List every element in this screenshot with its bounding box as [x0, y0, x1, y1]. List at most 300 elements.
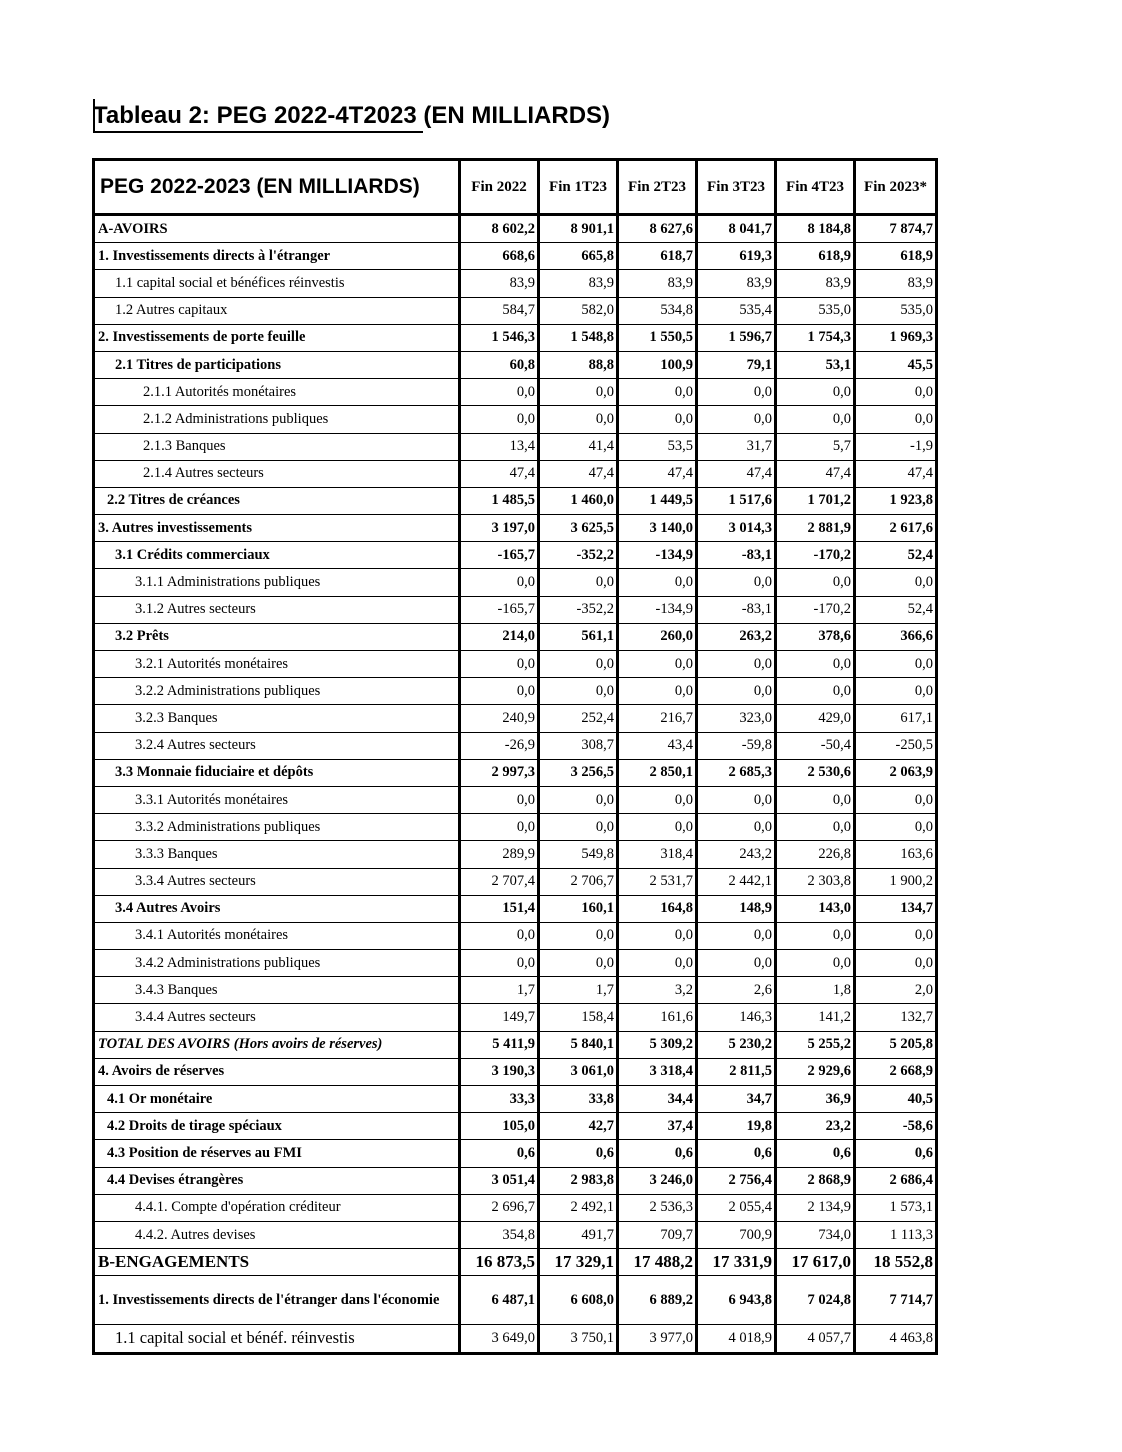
cell-value: 0,0 [539, 922, 618, 949]
cell-value: -1,9 [855, 433, 937, 460]
table-row [94, 651, 937, 678]
cell-value: 6 889,2 [618, 1276, 697, 1325]
cell-value: 0,0 [460, 651, 539, 678]
cell-value: 1 113,3 [855, 1221, 937, 1248]
cell-value: -165,7 [460, 596, 539, 623]
cell-value: 0,0 [697, 950, 776, 977]
column-header: Fin 2023* [855, 160, 937, 215]
cell-value: 158,4 [539, 1004, 618, 1031]
cell-value: 83,9 [539, 270, 618, 297]
row-label: 2.1.4 Autres secteurs [94, 460, 460, 487]
row-label: 3.3.1 Autorités monétaires [94, 786, 460, 813]
cell-value: 2 442,1 [697, 868, 776, 895]
cell-value: -26,9 [460, 732, 539, 759]
cell-value: 17 617,0 [776, 1249, 855, 1276]
row-label: 3.3.4 Autres secteurs [94, 868, 460, 895]
cell-value: 1,7 [460, 977, 539, 1004]
cell-value: 6 608,0 [539, 1276, 618, 1325]
table-row [94, 759, 937, 786]
cell-value: 2 668,9 [855, 1058, 937, 1085]
cell-value: 582,0 [539, 297, 618, 324]
cell-value: 4 463,8 [855, 1325, 937, 1353]
cell-value: 52,4 [855, 542, 937, 569]
cell-value: 60,8 [460, 351, 539, 378]
cell-value: 1 550,5 [618, 324, 697, 351]
cell-value: 41,4 [539, 433, 618, 460]
cell-value: 8 901,1 [539, 215, 618, 243]
cell-value: 5 205,8 [855, 1031, 937, 1058]
cell-value: 0,0 [776, 651, 855, 678]
cell-value: 83,9 [697, 270, 776, 297]
cell-value: 308,7 [539, 732, 618, 759]
cell-value: 734,0 [776, 1221, 855, 1248]
cell-value: 2 706,7 [539, 868, 618, 895]
cell-value: 151,4 [460, 895, 539, 922]
cell-value: 0,0 [460, 814, 539, 841]
row-label: 4.4.1. Compte d'opération créditeur [94, 1194, 460, 1221]
cell-value: 23,2 [776, 1113, 855, 1140]
table-row [94, 1004, 937, 1031]
table-row [94, 243, 937, 270]
table-row [94, 1167, 937, 1194]
cell-value: 36,9 [776, 1086, 855, 1113]
cell-value: 47,4 [776, 460, 855, 487]
cell-value: 105,0 [460, 1113, 539, 1140]
table-row [94, 270, 937, 297]
row-label: A-AVOIRS [94, 215, 460, 243]
cell-value: 2 756,4 [697, 1167, 776, 1194]
cell-value: 143,0 [776, 895, 855, 922]
table-row [94, 406, 937, 433]
cell-value: 0,0 [855, 406, 937, 433]
cell-value: 0,0 [697, 678, 776, 705]
cell-value: 366,6 [855, 623, 937, 650]
cell-value: 700,9 [697, 1221, 776, 1248]
cell-value: 83,9 [855, 270, 937, 297]
cell-value: 3 649,0 [460, 1325, 539, 1353]
cell-value: 3 318,4 [618, 1058, 697, 1085]
cell-value: 45,5 [855, 351, 937, 378]
cell-value: 19,8 [697, 1113, 776, 1140]
row-label: 4.1 Or monétaire [94, 1086, 460, 1113]
column-header: Fin 2T23 [618, 160, 697, 215]
row-label: 3.4.4 Autres secteurs [94, 1004, 460, 1031]
table-row [94, 623, 937, 650]
cell-value: 535,0 [855, 297, 937, 324]
cell-value: 2 063,9 [855, 759, 937, 786]
cell-value: 0,0 [776, 922, 855, 949]
cell-value: 2 707,4 [460, 868, 539, 895]
cell-value: 0,0 [460, 569, 539, 596]
table-row [94, 515, 937, 542]
cell-value: 429,0 [776, 705, 855, 732]
page-title-rest: (EN MILLIARDS) [423, 102, 611, 129]
cell-value: 2 531,7 [618, 868, 697, 895]
cell-value: 1 449,5 [618, 487, 697, 514]
cell-value: 354,8 [460, 1221, 539, 1248]
cell-value: 5 840,1 [539, 1031, 618, 1058]
cell-value: 8 602,2 [460, 215, 539, 243]
table-row [94, 569, 937, 596]
cell-value: 1 573,1 [855, 1194, 937, 1221]
cell-value: 0,0 [776, 379, 855, 406]
cell-value: 2 929,6 [776, 1058, 855, 1085]
table-row [94, 460, 937, 487]
cell-value: 5 255,2 [776, 1031, 855, 1058]
page-title [93, 101, 610, 131]
cell-value: 1 900,2 [855, 868, 937, 895]
column-header: Fin 3T23 [697, 160, 776, 215]
row-label: 2.2 Titres de créances [94, 487, 460, 514]
table-row [94, 922, 937, 949]
cell-value: 149,7 [460, 1004, 539, 1031]
table-row [94, 1086, 937, 1113]
table-row [94, 1276, 937, 1325]
cell-value: 0,0 [776, 406, 855, 433]
row-label: 3.2 Prêts [94, 623, 460, 650]
row-label: 3.1.2 Autres secteurs [94, 596, 460, 623]
cell-value: 617,1 [855, 705, 937, 732]
cell-value: 47,4 [697, 460, 776, 487]
cell-value: 2 696,7 [460, 1194, 539, 1221]
table-row [94, 542, 937, 569]
row-label: 2.1.1 Autorités monétaires [94, 379, 460, 406]
cell-value: 2 686,4 [855, 1167, 937, 1194]
row-label: 1.1 capital social et bénéf. réinvestis [94, 1325, 460, 1353]
cell-value: 619,3 [697, 243, 776, 270]
table-header-label: PEG 2022-2023 (EN MILLIARDS) [94, 160, 460, 215]
cell-value: 1 701,2 [776, 487, 855, 514]
cell-value: 141,2 [776, 1004, 855, 1031]
cell-value: 0,0 [539, 678, 618, 705]
cell-value: -352,2 [539, 596, 618, 623]
cell-value: 0,0 [618, 651, 697, 678]
cell-value: 3 197,0 [460, 515, 539, 542]
row-label: 4.4 Devises étrangères [94, 1167, 460, 1194]
cell-value: 1 596,7 [697, 324, 776, 351]
column-header: Fin 2022 [460, 160, 539, 215]
table-row [94, 977, 937, 1004]
row-label: 1. Investissements directs à l'étranger [94, 243, 460, 270]
cell-value: -83,1 [697, 596, 776, 623]
cell-value: 17 331,9 [697, 1249, 776, 1276]
cell-value: 1 546,3 [460, 324, 539, 351]
cell-value: 0,0 [855, 786, 937, 813]
cell-value: 33,3 [460, 1086, 539, 1113]
cell-value: 535,4 [697, 297, 776, 324]
table-row [94, 705, 937, 732]
cell-value: 43,4 [618, 732, 697, 759]
cell-value: 0,0 [776, 678, 855, 705]
row-label: 3.3 Monnaie fiduciaire et dépôts [94, 759, 460, 786]
cell-value: 0,0 [618, 922, 697, 949]
cell-value: 1 485,5 [460, 487, 539, 514]
cell-value: 243,2 [697, 841, 776, 868]
cell-value: 1 969,3 [855, 324, 937, 351]
cell-value: 0,0 [460, 922, 539, 949]
cell-value: 0,0 [618, 406, 697, 433]
table-row [94, 1113, 937, 1140]
cell-value: 534,8 [618, 297, 697, 324]
table-row [94, 1249, 937, 1276]
cell-value: 0,0 [855, 950, 937, 977]
cell-value: 5 230,2 [697, 1031, 776, 1058]
cell-value: -58,6 [855, 1113, 937, 1140]
cell-value: 52,4 [855, 596, 937, 623]
row-label: 3.4.1 Autorités monétaires [94, 922, 460, 949]
table-row [94, 841, 937, 868]
cell-value: 6 943,8 [697, 1276, 776, 1325]
cell-value: 2 134,9 [776, 1194, 855, 1221]
cell-value: 3 061,0 [539, 1058, 618, 1085]
row-label: 3.2.1 Autorités monétaires [94, 651, 460, 678]
cell-value: 88,8 [539, 351, 618, 378]
cell-value: 7 024,8 [776, 1276, 855, 1325]
cell-value: 148,9 [697, 895, 776, 922]
cell-value: 0,0 [855, 379, 937, 406]
table-row [94, 596, 937, 623]
cell-value: 3 051,4 [460, 1167, 539, 1194]
row-label: 3.3.2 Administrations publiques [94, 814, 460, 841]
table-row [94, 868, 937, 895]
cell-value: 0,0 [618, 950, 697, 977]
cell-value: 0,6 [460, 1140, 539, 1167]
cell-value: 3 014,3 [697, 515, 776, 542]
cell-value: 491,7 [539, 1221, 618, 1248]
cell-value: 2 492,1 [539, 1194, 618, 1221]
table-body [94, 215, 937, 1354]
cell-value: 0,0 [855, 814, 937, 841]
cell-value: 37,4 [618, 1113, 697, 1140]
cell-value: 0,0 [776, 786, 855, 813]
cell-value: 0,6 [539, 1140, 618, 1167]
cell-value: -165,7 [460, 542, 539, 569]
cell-value: 2 997,3 [460, 759, 539, 786]
cell-value: 2 983,8 [539, 1167, 618, 1194]
cell-value: -250,5 [855, 732, 937, 759]
cell-value: 2 850,1 [618, 759, 697, 786]
cell-value: 0,0 [539, 651, 618, 678]
table-row [94, 950, 937, 977]
cell-value: 0,0 [855, 678, 937, 705]
cell-value: 0,6 [855, 1140, 937, 1167]
cell-value: 0,0 [460, 406, 539, 433]
table-row [94, 1031, 937, 1058]
cell-value: 3 256,5 [539, 759, 618, 786]
cell-value: 0,0 [539, 814, 618, 841]
table-row [94, 895, 937, 922]
table-row [94, 487, 937, 514]
table-row [94, 379, 937, 406]
cell-value: 0,0 [539, 786, 618, 813]
cell-value: 2 536,3 [618, 1194, 697, 1221]
table-row [94, 1221, 937, 1248]
table-row [94, 814, 937, 841]
cell-value: 2 868,9 [776, 1167, 855, 1194]
cell-value: 1,7 [539, 977, 618, 1004]
row-label: 4.2 Droits de tirage spéciaux [94, 1113, 460, 1140]
cell-value: 13,4 [460, 433, 539, 460]
cell-value: 378,6 [776, 623, 855, 650]
row-label: 1.2 Autres capitaux [94, 297, 460, 324]
cell-value: 1 754,3 [776, 324, 855, 351]
cell-value: 0,0 [855, 922, 937, 949]
table-row [94, 324, 937, 351]
cell-value: 161,6 [618, 1004, 697, 1031]
cell-value: -170,2 [776, 542, 855, 569]
cell-value: 0,0 [460, 379, 539, 406]
cell-value: 0,0 [776, 569, 855, 596]
cell-value: 132,7 [855, 1004, 937, 1031]
cell-value: 31,7 [697, 433, 776, 460]
cell-value: 2 881,9 [776, 515, 855, 542]
row-label: 3.2.2 Administrations publiques [94, 678, 460, 705]
cell-value: 83,9 [460, 270, 539, 297]
row-label: 2.1 Titres de participations [94, 351, 460, 378]
cell-value: 3 140,0 [618, 515, 697, 542]
cell-value: 2 303,8 [776, 868, 855, 895]
cell-value: 0,6 [618, 1140, 697, 1167]
cell-value: 0,0 [539, 569, 618, 596]
cell-value: 47,4 [855, 460, 937, 487]
row-label: 3.1.1 Administrations publiques [94, 569, 460, 596]
cell-value: 0,0 [618, 786, 697, 813]
cell-value: 3 750,1 [539, 1325, 618, 1353]
row-label: 2.1.3 Banques [94, 433, 460, 460]
cell-value: 0,0 [697, 651, 776, 678]
cell-value: 0,0 [618, 678, 697, 705]
cell-value: 47,4 [539, 460, 618, 487]
row-label: 3.2.4 Autres secteurs [94, 732, 460, 759]
cell-value: 0,0 [776, 814, 855, 841]
table-row [94, 1325, 937, 1353]
cell-value: 164,8 [618, 895, 697, 922]
cell-value: 668,6 [460, 243, 539, 270]
cell-value: 0,0 [539, 379, 618, 406]
cell-value: 0,6 [776, 1140, 855, 1167]
table-row [94, 1194, 937, 1221]
cell-value: 0,0 [697, 406, 776, 433]
cell-value: 323,0 [697, 705, 776, 732]
cell-value: 18 552,8 [855, 1249, 937, 1276]
cell-value: 618,7 [618, 243, 697, 270]
cell-value: 8 627,6 [618, 215, 697, 243]
cell-value: 2 055,4 [697, 1194, 776, 1221]
cell-value: 263,2 [697, 623, 776, 650]
cell-value: 0,0 [855, 651, 937, 678]
cell-value: 100,9 [618, 351, 697, 378]
row-label: 2. Investissements de porte feuille [94, 324, 460, 351]
row-label: 3.4 Autres Avoirs [94, 895, 460, 922]
cell-value: 8 041,7 [697, 215, 776, 243]
cell-value: 0,0 [618, 569, 697, 596]
cell-value: 33,8 [539, 1086, 618, 1113]
cell-value: -59,8 [697, 732, 776, 759]
cell-value: -134,9 [618, 542, 697, 569]
cell-value: 17 488,2 [618, 1249, 697, 1276]
cell-value: 2,0 [855, 977, 937, 1004]
cell-value: 0,0 [697, 814, 776, 841]
cell-value: 5,7 [776, 433, 855, 460]
cell-value: 3,2 [618, 977, 697, 1004]
cell-value: 17 329,1 [539, 1249, 618, 1276]
cell-value: 83,9 [618, 270, 697, 297]
peg-table [92, 158, 938, 1355]
cell-value: 0,0 [855, 569, 937, 596]
cell-value: 0,0 [697, 569, 776, 596]
table-row [94, 732, 937, 759]
cell-value: 0,0 [697, 922, 776, 949]
cell-value: 0,0 [776, 950, 855, 977]
cell-value: 160,1 [539, 895, 618, 922]
row-label: 3.3.3 Banques [94, 841, 460, 868]
cell-value: -50,4 [776, 732, 855, 759]
table-row [94, 433, 937, 460]
cell-value: 3 190,3 [460, 1058, 539, 1085]
table-row [94, 1058, 937, 1085]
cell-value: 0,0 [618, 814, 697, 841]
cell-value: 40,5 [855, 1086, 937, 1113]
cell-value: -134,9 [618, 596, 697, 623]
cell-value: 2 617,6 [855, 515, 937, 542]
row-label: 2.1.2 Administrations publiques [94, 406, 460, 433]
cell-value: -352,2 [539, 542, 618, 569]
row-label: 4.4.2. Autres devises [94, 1221, 460, 1248]
cell-value: 0,0 [618, 379, 697, 406]
cell-value: 53,5 [618, 433, 697, 460]
cell-value: 34,7 [697, 1086, 776, 1113]
cell-value: 1 548,8 [539, 324, 618, 351]
cell-value: 260,0 [618, 623, 697, 650]
row-label: 4.3 Position de réserves au FMI [94, 1140, 460, 1167]
row-label: 1.1 capital social et bénéfices réinvestis [94, 270, 460, 297]
cell-value: 8 184,8 [776, 215, 855, 243]
cell-value: 584,7 [460, 297, 539, 324]
cell-value: 16 873,5 [460, 1249, 539, 1276]
table-row [94, 1140, 937, 1167]
cell-value: 535,0 [776, 297, 855, 324]
row-label: 3.1 Crédits commerciaux [94, 542, 460, 569]
row-label: 4. Avoirs de réserves [94, 1058, 460, 1085]
cell-value: 2 685,3 [697, 759, 776, 786]
cell-value: 1 923,8 [855, 487, 937, 514]
cell-value: 79,1 [697, 351, 776, 378]
cell-value: 4 057,7 [776, 1325, 855, 1353]
cell-value: 1 460,0 [539, 487, 618, 514]
cell-value: 240,9 [460, 705, 539, 732]
cell-value: 252,4 [539, 705, 618, 732]
cell-value: 2 530,6 [776, 759, 855, 786]
column-header: Fin 4T23 [776, 160, 855, 215]
cell-value: 618,9 [776, 243, 855, 270]
cell-value: 42,7 [539, 1113, 618, 1140]
cell-value: -83,1 [697, 542, 776, 569]
cell-value: 0,0 [697, 786, 776, 813]
cell-value: 709,7 [618, 1221, 697, 1248]
cell-value: 53,1 [776, 351, 855, 378]
cell-value: 47,4 [460, 460, 539, 487]
cell-value: 665,8 [539, 243, 618, 270]
row-label: TOTAL DES AVOIRS (Hors avoirs de réserves) [94, 1031, 460, 1058]
cell-value: 318,4 [618, 841, 697, 868]
cell-value: 561,1 [539, 623, 618, 650]
cell-value: 0,0 [697, 379, 776, 406]
cell-value: 618,9 [855, 243, 937, 270]
table-row [94, 351, 937, 378]
cell-value: 0,0 [460, 786, 539, 813]
page-title-underlined: Tableau 2: PEG 2022-4T2023 [93, 102, 423, 133]
cell-value: 214,0 [460, 623, 539, 650]
